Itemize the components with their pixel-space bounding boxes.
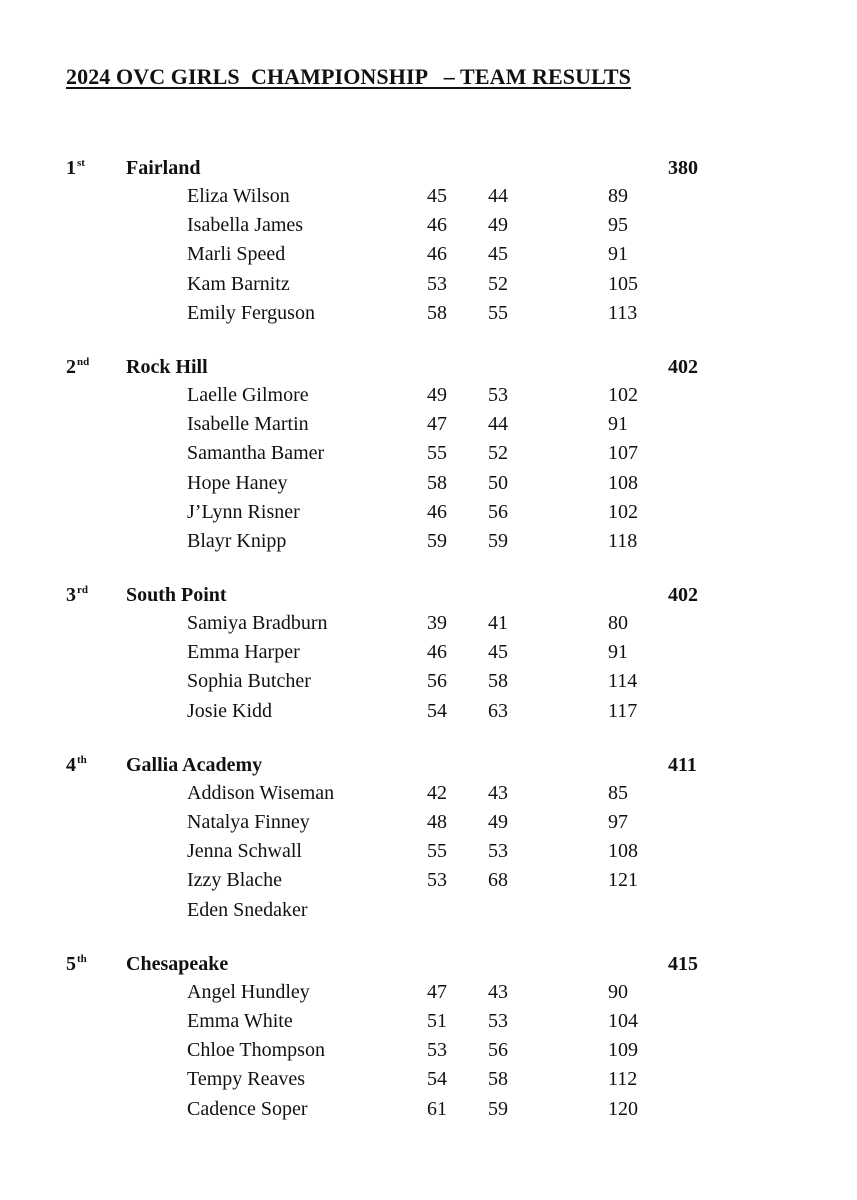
- team-place: [66, 356, 89, 379]
- player-back-nine: 68: [488, 869, 508, 892]
- player-name: Laelle Gilmore: [187, 383, 309, 406]
- player-total: 90: [608, 980, 628, 1003]
- player-row: [0, 212, 857, 241]
- player-total: 91: [608, 243, 628, 266]
- player-total: 89: [608, 185, 628, 207]
- player-row: [0, 780, 857, 809]
- player-back-nine: 59: [488, 529, 508, 552]
- player-name: Samiya Bradburn: [187, 612, 328, 635]
- team-header: [0, 750, 857, 780]
- player-front-nine: 51: [427, 1009, 447, 1032]
- player-name: Kam Barnitz: [187, 272, 290, 295]
- player-back-nine: 44: [488, 413, 508, 436]
- player-front-nine: 58: [427, 301, 447, 324]
- player-back-nine: 49: [488, 811, 508, 833]
- player-name: Emma White: [187, 1009, 293, 1032]
- player-total: 102: [608, 500, 638, 523]
- player-total: 121: [608, 869, 638, 892]
- team-results-list: [0, 153, 857, 1148]
- player-back-nine: 58: [488, 670, 508, 693]
- player-row: [0, 639, 857, 668]
- player-front-nine: 46: [427, 500, 447, 523]
- page-title: 2024 OVC GIRLS CHAMPIONSHIP – TEAM RESULTS: [66, 64, 631, 89]
- player-name: Sophia Butcher: [187, 670, 311, 693]
- player-total: 112: [608, 1068, 638, 1091]
- player-back-nine: 55: [488, 301, 508, 324]
- player-back-nine: 49: [488, 214, 508, 237]
- player-row: [0, 528, 857, 557]
- player-back-nine: 43: [488, 980, 508, 1003]
- player-name: Isabelle Martin: [187, 413, 309, 436]
- player-name: Jenna Schwall: [187, 840, 302, 863]
- player-back-nine: 59: [488, 1097, 508, 1120]
- player-back-nine: 56: [488, 1039, 508, 1062]
- player-row: [0, 1008, 857, 1037]
- team-name: Chesapeake: [126, 952, 229, 975]
- team-place-number: 4: [66, 753, 76, 776]
- team-place-suffix: nd: [77, 356, 90, 369]
- team-place-number: 2: [66, 355, 76, 378]
- player-front-nine: 53: [427, 272, 447, 295]
- player-back-nine: 45: [488, 243, 508, 266]
- team-header: [0, 580, 857, 610]
- team-place-number: 5: [66, 952, 76, 975]
- team-total-score: 415: [668, 952, 698, 975]
- player-total: 102: [608, 383, 638, 406]
- player-front-nine: 61: [427, 1097, 447, 1120]
- player-name: Josie Kidd: [187, 699, 272, 722]
- player-total: 114: [608, 670, 638, 693]
- player-back-nine: 53: [488, 1009, 508, 1032]
- player-name: Isabella James: [187, 214, 304, 237]
- player-front-nine: 53: [427, 1039, 447, 1062]
- team-place: [66, 754, 87, 777]
- team-place-suffix: th: [77, 754, 87, 767]
- player-row: [0, 499, 857, 528]
- player-row: [0, 382, 857, 411]
- player-name: Hope Haney: [187, 471, 288, 494]
- player-back-nine: 52: [488, 442, 508, 465]
- team-block: [0, 750, 857, 926]
- team-place: [66, 157, 85, 180]
- player-row: [0, 440, 857, 469]
- player-front-nine: 46: [427, 214, 447, 237]
- player-row: [0, 1037, 857, 1066]
- player-name: Emma Harper: [187, 641, 300, 664]
- player-name: Cadence Soper: [187, 1097, 308, 1120]
- player-total: 113: [608, 301, 638, 324]
- player-front-nine: 58: [427, 471, 447, 494]
- player-name: Angel Hundley: [187, 980, 310, 1003]
- player-row: [0, 183, 857, 212]
- team-total-score: 411: [668, 753, 697, 776]
- player-front-nine: 54: [427, 1068, 447, 1091]
- player-front-nine: 47: [427, 413, 447, 436]
- team-header: [0, 352, 857, 382]
- player-name: Eliza Wilson: [187, 185, 290, 207]
- player-back-nine: 50: [488, 471, 508, 494]
- player-front-nine: 46: [427, 641, 447, 664]
- player-row: [0, 1066, 857, 1095]
- player-row: [0, 1096, 857, 1125]
- player-total: 107: [608, 442, 638, 465]
- player-back-nine: 43: [488, 781, 508, 804]
- player-row: [0, 300, 857, 329]
- player-name: Natalya Finney: [187, 811, 310, 833]
- player-back-nine: 44: [488, 185, 508, 207]
- player-name: Tempy Reaves: [187, 1068, 306, 1091]
- player-total: 108: [608, 840, 638, 863]
- player-front-nine: 45: [427, 185, 447, 207]
- player-total: 117: [608, 699, 638, 722]
- player-front-nine: 48: [427, 811, 447, 833]
- player-total: 91: [608, 413, 628, 436]
- player-back-nine: 63: [488, 699, 508, 722]
- team-place-suffix: th: [77, 953, 87, 966]
- player-name: Emily Ferguson: [187, 301, 315, 324]
- team-total-score: 402: [668, 355, 698, 378]
- player-row: [0, 271, 857, 300]
- team-block: [0, 352, 857, 557]
- player-row: [0, 698, 857, 727]
- player-front-nine: 53: [427, 869, 447, 892]
- player-name: Eden Snedaker: [187, 898, 308, 921]
- team-name: Gallia Academy: [126, 753, 263, 776]
- team-total-score: 380: [668, 157, 698, 179]
- player-total: 120: [608, 1097, 638, 1120]
- player-row: [0, 867, 857, 896]
- player-name: Blayr Knipp: [187, 529, 287, 552]
- team-place: [66, 953, 87, 976]
- player-row: [0, 668, 857, 697]
- team-name: Rock Hill: [126, 355, 208, 378]
- player-front-nine: 49: [427, 383, 447, 406]
- player-total: 95: [608, 214, 628, 237]
- team-place-number: 1: [66, 157, 76, 179]
- player-back-nine: 56: [488, 500, 508, 523]
- player-total: 85: [608, 781, 628, 804]
- player-row: [0, 838, 857, 867]
- team-name: South Point: [126, 584, 227, 607]
- team-place-suffix: rd: [77, 584, 88, 597]
- player-row: [0, 610, 857, 639]
- player-total: 80: [608, 612, 628, 635]
- team-block: [0, 153, 857, 329]
- player-total: 97: [608, 811, 628, 833]
- team-header: [0, 153, 857, 183]
- team-place-number: 3: [66, 584, 76, 607]
- team-place: [66, 584, 88, 607]
- player-name: Chloe Thompson: [187, 1039, 325, 1062]
- player-front-nine: 47: [427, 980, 447, 1003]
- player-total: 104: [608, 1009, 638, 1032]
- team-block: [0, 580, 857, 727]
- player-name: Marli Speed: [187, 243, 286, 266]
- player-name: Samantha Bamer: [187, 442, 325, 465]
- player-front-nine: 56: [427, 670, 447, 693]
- player-row: [0, 897, 857, 926]
- player-row: [0, 411, 857, 440]
- team-header: [0, 949, 857, 979]
- player-name: J’Lynn Risner: [187, 500, 300, 523]
- player-total: 91: [608, 641, 628, 664]
- player-front-nine: 55: [427, 442, 447, 465]
- player-row: [0, 979, 857, 1008]
- player-front-nine: 39: [427, 612, 447, 635]
- player-total: 108: [608, 471, 638, 494]
- player-front-nine: 59: [427, 529, 447, 552]
- player-front-nine: 55: [427, 840, 447, 863]
- team-place-suffix: st: [77, 157, 85, 170]
- player-front-nine: 42: [427, 781, 447, 804]
- team-total-score: 402: [668, 584, 698, 607]
- player-name: Addison Wiseman: [187, 781, 335, 804]
- player-total: 105: [608, 272, 638, 295]
- player-row: [0, 809, 857, 838]
- player-back-nine: 53: [488, 840, 508, 863]
- player-back-nine: 52: [488, 272, 508, 295]
- team-block: [0, 949, 857, 1125]
- player-back-nine: 41: [488, 612, 508, 635]
- player-row: [0, 241, 857, 270]
- player-total: 118: [608, 529, 638, 552]
- player-name: Izzy Blache: [187, 869, 282, 892]
- player-row: [0, 470, 857, 499]
- player-front-nine: 46: [427, 243, 447, 266]
- team-name: Fairland: [126, 157, 201, 179]
- player-front-nine: 54: [427, 699, 447, 722]
- player-back-nine: 45: [488, 641, 508, 664]
- player-back-nine: 58: [488, 1068, 508, 1091]
- player-back-nine: 53: [488, 383, 508, 406]
- player-total: 109: [608, 1039, 638, 1062]
